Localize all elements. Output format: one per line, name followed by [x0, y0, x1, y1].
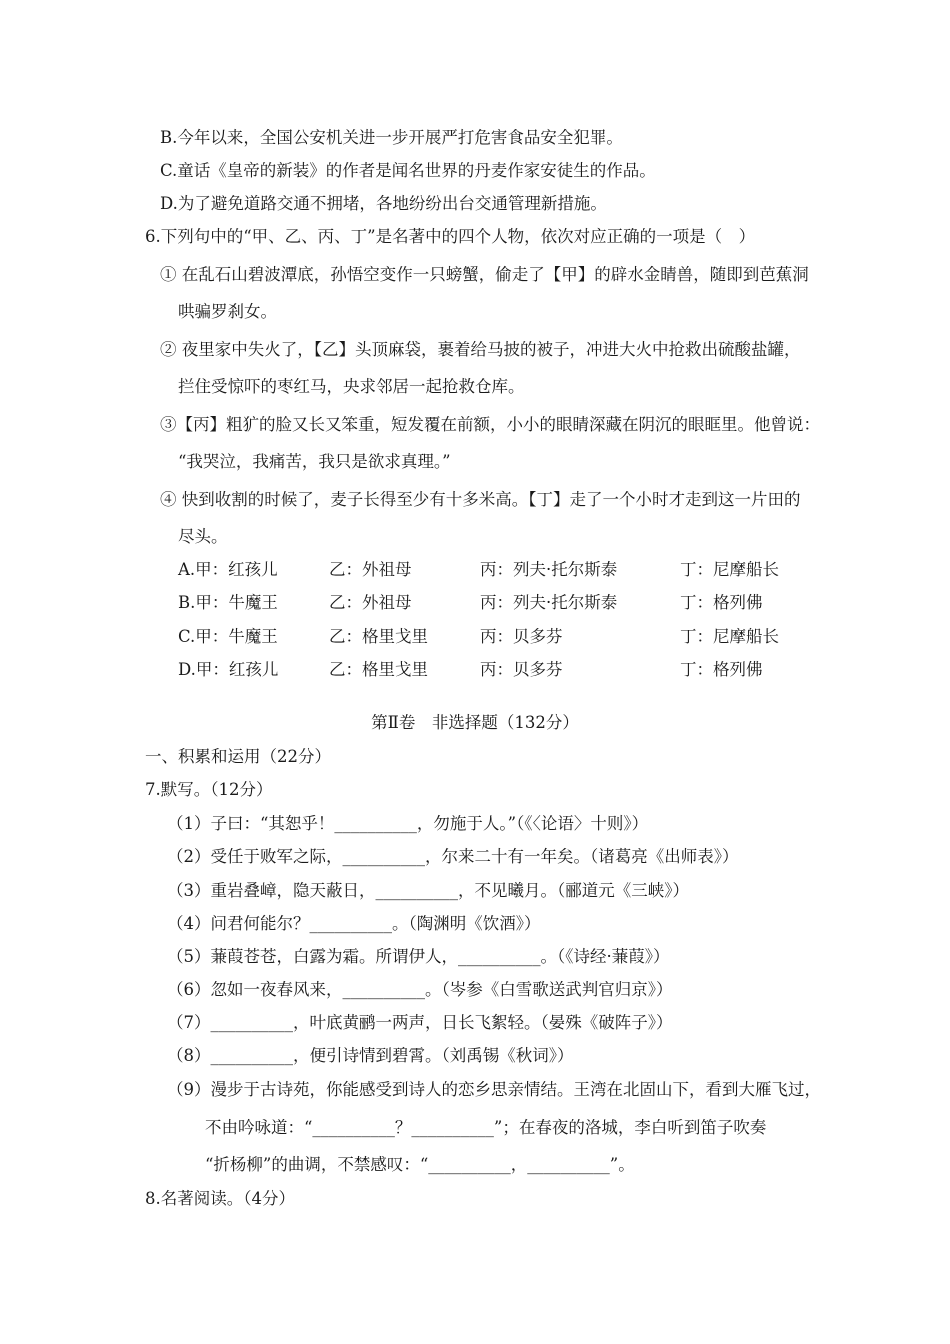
q6-option-c-bing: 丙：贝多芬 [480, 627, 563, 646]
q6-item-1-line1: ① 在乱石山碧波潭底，孙悟空变作一只螃蟹，偷走了【甲】的辟水金睛兽，随即到芭蕉洞 [160, 265, 809, 284]
q6-option-d-ding: 丁：格列佛 [680, 660, 763, 679]
q6-option-d-bing: 丙：贝多芬 [480, 660, 563, 679]
q6-option-d-jia: D.甲：红孩儿 [178, 660, 279, 679]
q7-item-9-line2: 不由吟咏道：“__________？__________”；在春夜的洛城，李白听到笛子吹奏 [205, 1118, 767, 1137]
q7-item-9-line3: “折杨柳”的曲调，不禁感叹：“__________，__________”。 [205, 1155, 635, 1174]
q7-item-9-line1: （9）漫步于古诗苑，你能感受到诗人的恋乡思亲情结。王湾在北固山下，看到大雁飞过， [167, 1080, 821, 1099]
q7-item-1: （1）子曰：“其恕乎！__________，勿施于人。”（《〈论语〉十则》） [167, 814, 649, 833]
q6-option-b-jia: B.甲：牛魔王 [178, 593, 278, 612]
q6-item-1-line2: 哄骗罗刹女。 [178, 302, 277, 321]
q5-option-c: C.童话《皇帝的新装》的作者是闻名世界的丹麦作家安徒生的作品。 [160, 161, 656, 180]
section-title: 第Ⅱ卷 非选择题（132分） [371, 713, 579, 732]
q6-item-2-line2: 拦住受惊吓的枣红马，央求邻居一起抢救仓库。 [178, 377, 525, 396]
q7-item-7: （7）__________，叶底黄鹂一两声，日长飞絮轻。（晏殊《破阵子》） [167, 1013, 673, 1032]
q7-item-8: （8）__________，便引诗情到碧霄。（刘禹锡《秋词》） [167, 1046, 574, 1065]
q6-option-b-yi: 乙：外祖母 [329, 593, 412, 612]
q6-item-3-line1: ③【丙】粗犷的脸又长又笨重，短发覆在前额，小小的眼睛深藏在阴沉的眼眶里。他曾说： [160, 415, 820, 434]
q6-option-a-jia: A.甲：红孩儿 [178, 560, 278, 579]
q6-option-d-yi: 乙：格里戈里 [329, 660, 428, 679]
q7-item-5: （5）蒹葭苍苍，白露为霜。所谓伊人，__________。（《诗经·蒹葭》） [167, 947, 670, 966]
q8-title: 8.名著阅读。（4分） [145, 1189, 295, 1208]
q7-item-2: （2）受任于败军之际，__________，尔来二十有一年矣。（诸葛亮《出师表》） [167, 847, 739, 866]
q7-item-6: （6）忽如一夜春风来，__________。（岑参《白雪歌送武判官归京》） [167, 980, 673, 999]
part1-title: 一、积累和运用（22分） [145, 747, 331, 766]
q6-option-a-bing: 丙：列夫·托尔斯泰 [480, 560, 618, 579]
q5-option-b: B.今年以来，全国公安机关进一步开展严打危害食品安全犯罪。 [160, 128, 623, 147]
q7-item-3: （3）重岩叠嶂，隐天蔽日，__________，不见曦月。（郦道元《三峡》） [167, 881, 689, 900]
q6-option-b-ding: 丁：格列佛 [680, 593, 763, 612]
q6-option-a-yi: 乙：外祖母 [329, 560, 412, 579]
q6-stem: 6.下列句中的“甲、乙、丙、丁”是名著中的四个人物，依次对应正确的一项是（ ） [145, 227, 756, 246]
q6-option-b-bing: 丙：列夫·托尔斯泰 [480, 593, 618, 612]
q6-item-2-line1: ② 夜里家中失火了，【乙】头顶麻袋，裹着给马披的被子，冲进大火中抢救出硫酸盐罐， [160, 340, 801, 359]
q7-title: 7.默写。（12分） [145, 780, 273, 799]
q6-option-c-ding: 丁：尼摩船长 [680, 627, 779, 646]
q6-option-c-jia: C.甲：牛魔王 [178, 627, 278, 646]
q6-item-4-line2: 尽头。 [178, 527, 228, 546]
q6-item-4-line1: ④ 快到收割的时候了，麦子长得至少有十多米高。【丁】走了一个小时才走到这一片田的 [160, 490, 801, 509]
q6-option-c-yi: 乙：格里戈里 [329, 627, 428, 646]
q5-option-d: D.为了避免道路交通不拥堵，各地纷纷出台交通管理新措施。 [160, 194, 607, 213]
q7-item-4: （4）问君何能尔？__________。（陶渊明《饮酒》） [167, 914, 541, 933]
q6-option-a-ding: 丁：尼摩船长 [680, 560, 779, 579]
q6-item-3-line2: “我哭泣，我痛苦，我只是欲求真理。” [178, 452, 451, 471]
